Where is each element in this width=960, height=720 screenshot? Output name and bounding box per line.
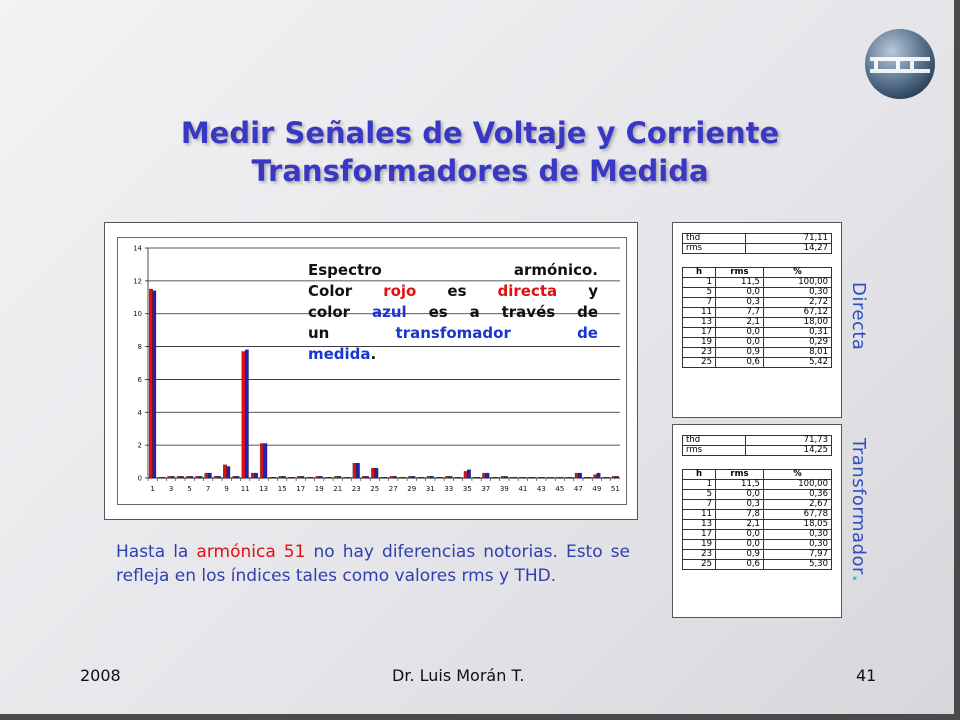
bar [510, 477, 513, 478]
table-cell: 2,1 [715, 318, 763, 328]
footer-page-number: 41 [856, 666, 877, 685]
summary-row [683, 446, 832, 456]
bar [310, 477, 313, 478]
bar [495, 477, 498, 478]
table-cell: 13 [683, 520, 716, 530]
bar [149, 289, 152, 478]
summary-value: 14,25 [746, 446, 832, 456]
bar [297, 476, 300, 478]
summary-value: 71,11 [746, 234, 832, 244]
bar [384, 477, 387, 478]
annotation-red-word: directa [497, 282, 558, 300]
bar [519, 477, 522, 478]
summary-row [683, 234, 832, 244]
summary-row [683, 436, 832, 446]
title-line-2: Transformadores de Medida [251, 154, 709, 188]
bar [467, 470, 470, 478]
table-directa-box [672, 222, 842, 418]
bar [260, 444, 263, 479]
bar [325, 477, 328, 478]
bar [214, 476, 217, 478]
x-tick-label: 47 [573, 485, 583, 493]
bar [168, 476, 171, 478]
table-cell: 17 [683, 530, 716, 540]
x-tick-label: 35 [462, 485, 472, 493]
table-cell: 0,0 [715, 328, 763, 338]
bar [547, 477, 550, 478]
bar [418, 477, 421, 478]
bar [477, 477, 480, 478]
x-tick-label: 45 [555, 485, 565, 493]
chart-annotation [308, 260, 598, 365]
table-row [683, 358, 832, 368]
table-cell: 11,5 [715, 480, 763, 490]
bar [217, 476, 220, 478]
table-row [683, 500, 832, 510]
bar [356, 463, 359, 478]
bar [307, 477, 310, 478]
bar [162, 477, 165, 478]
annotation-line-2 [308, 281, 598, 302]
bar [584, 477, 587, 478]
bar [492, 477, 495, 478]
table-cell: 1 [683, 480, 716, 490]
bar [445, 476, 448, 478]
bar [362, 476, 365, 478]
footer-author: Dr. Luis Morán T. [392, 666, 525, 685]
table-cell: 0,29 [763, 338, 831, 348]
summary-value: 71,73 [746, 436, 832, 446]
table-row [683, 480, 832, 490]
die-logo [862, 26, 938, 102]
column-header: rms [715, 470, 763, 480]
table-cell: 8,01 [763, 348, 831, 358]
summary-label: thd [683, 234, 746, 244]
table-row [683, 318, 832, 328]
table-cell: 7,8 [715, 510, 763, 520]
bar [532, 477, 535, 478]
bar [328, 477, 331, 478]
x-tick-label: 23 [351, 485, 361, 493]
column-header: h [683, 268, 716, 278]
table-cell: 23 [683, 348, 716, 358]
annotation-blue-word: transfomador [395, 324, 511, 342]
bar [338, 476, 341, 478]
bar [375, 468, 378, 478]
table-row [683, 328, 832, 338]
bar [153, 291, 156, 478]
bar [288, 477, 291, 478]
bar [408, 476, 411, 478]
table-cell: 0,0 [715, 490, 763, 500]
summary-table-directa [682, 233, 832, 254]
table-cell: 2,67 [763, 500, 831, 510]
bar [316, 476, 319, 478]
table-cell: 7,7 [715, 308, 763, 318]
table-cell: 0,3 [715, 298, 763, 308]
bar [557, 477, 560, 478]
bar [436, 477, 439, 478]
summary-row [683, 244, 832, 254]
table-row [683, 550, 832, 560]
bar [347, 477, 350, 478]
table-cell: 19 [683, 338, 716, 348]
table-row [683, 288, 832, 298]
label-transformador-dot: . [848, 574, 869, 583]
x-tick-label: 31 [425, 485, 435, 493]
table-cell: 5 [683, 288, 716, 298]
y-tick-label: 0 [137, 474, 142, 483]
x-tick-label: 51 [610, 485, 620, 493]
bar [449, 476, 452, 478]
y-tick-label: 6 [137, 375, 142, 384]
bar [523, 477, 526, 478]
footer-year: 2008 [80, 666, 121, 685]
x-tick-label: 7 [205, 485, 211, 493]
table-cell: 23 [683, 550, 716, 560]
bar [430, 476, 433, 478]
bar [196, 476, 199, 478]
x-tick-label: 27 [388, 485, 398, 493]
label-directa: Directa [848, 282, 869, 351]
label-transformador [848, 438, 869, 582]
bar [588, 477, 591, 478]
bar [606, 477, 609, 478]
x-tick-label: 37 [481, 485, 491, 493]
bar [270, 477, 273, 478]
x-tick-label: 11 [240, 485, 250, 493]
bar [371, 468, 374, 478]
table-cell: 7 [683, 298, 716, 308]
annotation-blue-word: medida [308, 345, 371, 363]
table-cell: 0,0 [715, 288, 763, 298]
annotation-line-3 [308, 302, 598, 323]
bar [223, 465, 226, 478]
table-cell: 0,0 [715, 338, 763, 348]
bar [440, 477, 443, 478]
bar [291, 477, 294, 478]
annotation-line-1 [308, 260, 598, 281]
bar [251, 473, 254, 478]
bar [427, 476, 430, 478]
description-part: no hay diferencias notorias. Esto se refleja en los índices tales como valores rms y THD. [116, 542, 630, 586]
bar [242, 352, 245, 479]
x-tick-label: 21 [333, 485, 343, 493]
table-row [683, 490, 832, 500]
bar [186, 476, 189, 478]
bar [282, 476, 285, 478]
bar [455, 477, 458, 478]
y-tick-label: 14 [133, 244, 142, 253]
bar [514, 477, 517, 478]
table-cell: 100,00 [763, 480, 831, 490]
bar [575, 473, 578, 478]
bar [569, 477, 572, 478]
harmonics-table-directa [682, 267, 832, 368]
x-tick-label: 1 [150, 485, 155, 493]
table-cell: 0,31 [763, 328, 831, 338]
table-cell: 0,9 [715, 348, 763, 358]
bar [560, 477, 563, 478]
table-cell: 0,9 [715, 550, 763, 560]
table-cell: 0,6 [715, 560, 763, 570]
table-cell: 7,97 [763, 550, 831, 560]
harmonics-table-transformador [682, 469, 832, 570]
annotation-line-5 [308, 344, 598, 365]
table-cell: 2,1 [715, 520, 763, 530]
table-cell: 0,0 [715, 540, 763, 550]
bar [551, 477, 554, 478]
bar [603, 477, 606, 478]
bar [264, 444, 267, 479]
table-cell: 0,3 [715, 500, 763, 510]
annotation-word: Espectro [308, 261, 382, 279]
table-transformador-box [672, 424, 842, 618]
x-tick-label: 15 [277, 485, 287, 493]
column-header: % [763, 268, 831, 278]
x-tick-label: 25 [370, 485, 380, 493]
bar [421, 477, 424, 478]
annotation-red-word: rojo [383, 282, 417, 300]
bar [199, 476, 202, 478]
table-row [683, 348, 832, 358]
x-tick-label: 29 [407, 485, 417, 493]
description-part: Hasta la [116, 542, 189, 562]
column-header: h [683, 470, 716, 480]
bar [458, 477, 461, 478]
table-cell: 100,00 [763, 278, 831, 288]
annotation-blue-word: de [577, 324, 598, 342]
table-cell: 7 [683, 500, 716, 510]
summary-label: rms [683, 446, 746, 456]
x-tick-label: 13 [259, 485, 269, 493]
slide-title [80, 114, 880, 190]
bar [254, 473, 257, 478]
bar [464, 471, 467, 478]
x-tick-label: 17 [296, 485, 306, 493]
table-row [683, 560, 832, 570]
x-tick-label: 5 [187, 485, 192, 493]
bar [482, 473, 485, 478]
summary-label: thd [683, 436, 746, 446]
bar [393, 476, 396, 478]
table-cell: 0,6 [715, 358, 763, 368]
y-tick-label: 10 [133, 310, 142, 319]
table-cell: 1 [683, 278, 716, 288]
bar [529, 477, 532, 478]
bar [208, 473, 211, 478]
table-row [683, 338, 832, 348]
x-tick-label: 39 [499, 485, 509, 493]
x-tick-label: 33 [444, 485, 454, 493]
table-cell: 5 [683, 490, 716, 500]
table-cell: 18,05 [763, 520, 831, 530]
table-cell: 25 [683, 358, 716, 368]
bar [301, 476, 304, 478]
table-row [683, 530, 832, 540]
table-cell: 19 [683, 540, 716, 550]
bar [612, 476, 615, 478]
y-tick-label: 2 [137, 441, 142, 450]
column-header: % [763, 470, 831, 480]
x-tick-label: 9 [224, 485, 229, 493]
bar [273, 477, 276, 478]
bar [578, 473, 581, 478]
table-cell: 11 [683, 308, 716, 318]
bar [501, 476, 504, 478]
summary-table-transformador [682, 435, 832, 456]
bar [403, 477, 406, 478]
table-cell: 2,72 [763, 298, 831, 308]
table-row [683, 540, 832, 550]
table-cell: 0,0 [715, 530, 763, 540]
x-tick-label: 43 [536, 485, 546, 493]
title-line-1: Medir Señales de Voltaje y Corriente [180, 116, 780, 150]
bar [597, 473, 600, 478]
annotation-word: un [308, 324, 330, 342]
table-cell: 67,78 [763, 510, 831, 520]
table-header-row [683, 268, 832, 278]
table-cell: 0,36 [763, 490, 831, 500]
annotation-word: es a través de [428, 303, 599, 321]
bar [486, 473, 489, 478]
bar [177, 476, 180, 478]
label-transformador-text: Transformador [848, 438, 869, 575]
table-row [683, 278, 832, 288]
table-row [683, 520, 832, 530]
table-cell: 5,42 [763, 358, 831, 368]
bar [566, 477, 569, 478]
annotation-blue-word: azul [371, 303, 407, 321]
table-cell: 0,30 [763, 288, 831, 298]
table-cell: 5,30 [763, 560, 831, 570]
x-tick-label: 41 [518, 485, 528, 493]
table-row [683, 298, 832, 308]
bar [245, 350, 248, 478]
bar [594, 475, 597, 478]
table-cell: 0,30 [763, 540, 831, 550]
annotation-word: armónico. [513, 261, 598, 279]
table-row [683, 510, 832, 520]
annotation-word: y [588, 282, 598, 300]
table-cell: 11 [683, 510, 716, 520]
frame-edge-right [954, 0, 960, 720]
table-cell: 18,00 [763, 318, 831, 328]
bar [159, 477, 162, 478]
table-cell: 25 [683, 560, 716, 570]
table-cell: 13 [683, 318, 716, 328]
x-tick-label: 19 [314, 485, 324, 493]
bar [227, 467, 230, 479]
table-header-row [683, 470, 832, 480]
frame-edge-bottom [0, 714, 960, 720]
bar [236, 476, 239, 478]
annotation-word: . [370, 345, 377, 363]
bar [365, 476, 368, 478]
annotation-word: es [447, 282, 467, 300]
y-tick-label: 4 [137, 408, 142, 417]
column-header: rms [715, 268, 763, 278]
y-tick-label: 12 [133, 277, 142, 286]
table-cell: 0,30 [763, 530, 831, 540]
bar [353, 463, 356, 478]
bar [190, 476, 193, 478]
bar [504, 476, 507, 478]
bar [233, 476, 236, 478]
bar [171, 476, 174, 478]
bar [390, 476, 393, 478]
bar [399, 477, 402, 478]
bar [615, 476, 618, 478]
y-tick-label: 8 [137, 343, 142, 352]
description-highlight: armónica 51 [196, 542, 306, 562]
bar [205, 473, 208, 478]
bar [344, 477, 347, 478]
bar [334, 476, 337, 478]
bar [279, 476, 282, 478]
summary-value: 14,27 [746, 244, 832, 254]
table-cell: 11,5 [715, 278, 763, 288]
annotation-line-4 [308, 323, 598, 344]
bar [319, 476, 322, 478]
x-tick-label: 3 [168, 485, 174, 493]
bar [180, 476, 183, 478]
table-cell: 67,12 [763, 308, 831, 318]
bar [538, 477, 541, 478]
x-tick-label: 49 [592, 485, 602, 493]
table-cell: 17 [683, 328, 716, 338]
bar [541, 477, 544, 478]
table-row [683, 308, 832, 318]
annotation-word: Color [308, 282, 353, 300]
bar [381, 477, 384, 478]
description-text [116, 540, 630, 588]
annotation-word: color [308, 303, 351, 321]
summary-label: rms [683, 244, 746, 254]
bar [412, 476, 415, 478]
bar [473, 477, 476, 478]
